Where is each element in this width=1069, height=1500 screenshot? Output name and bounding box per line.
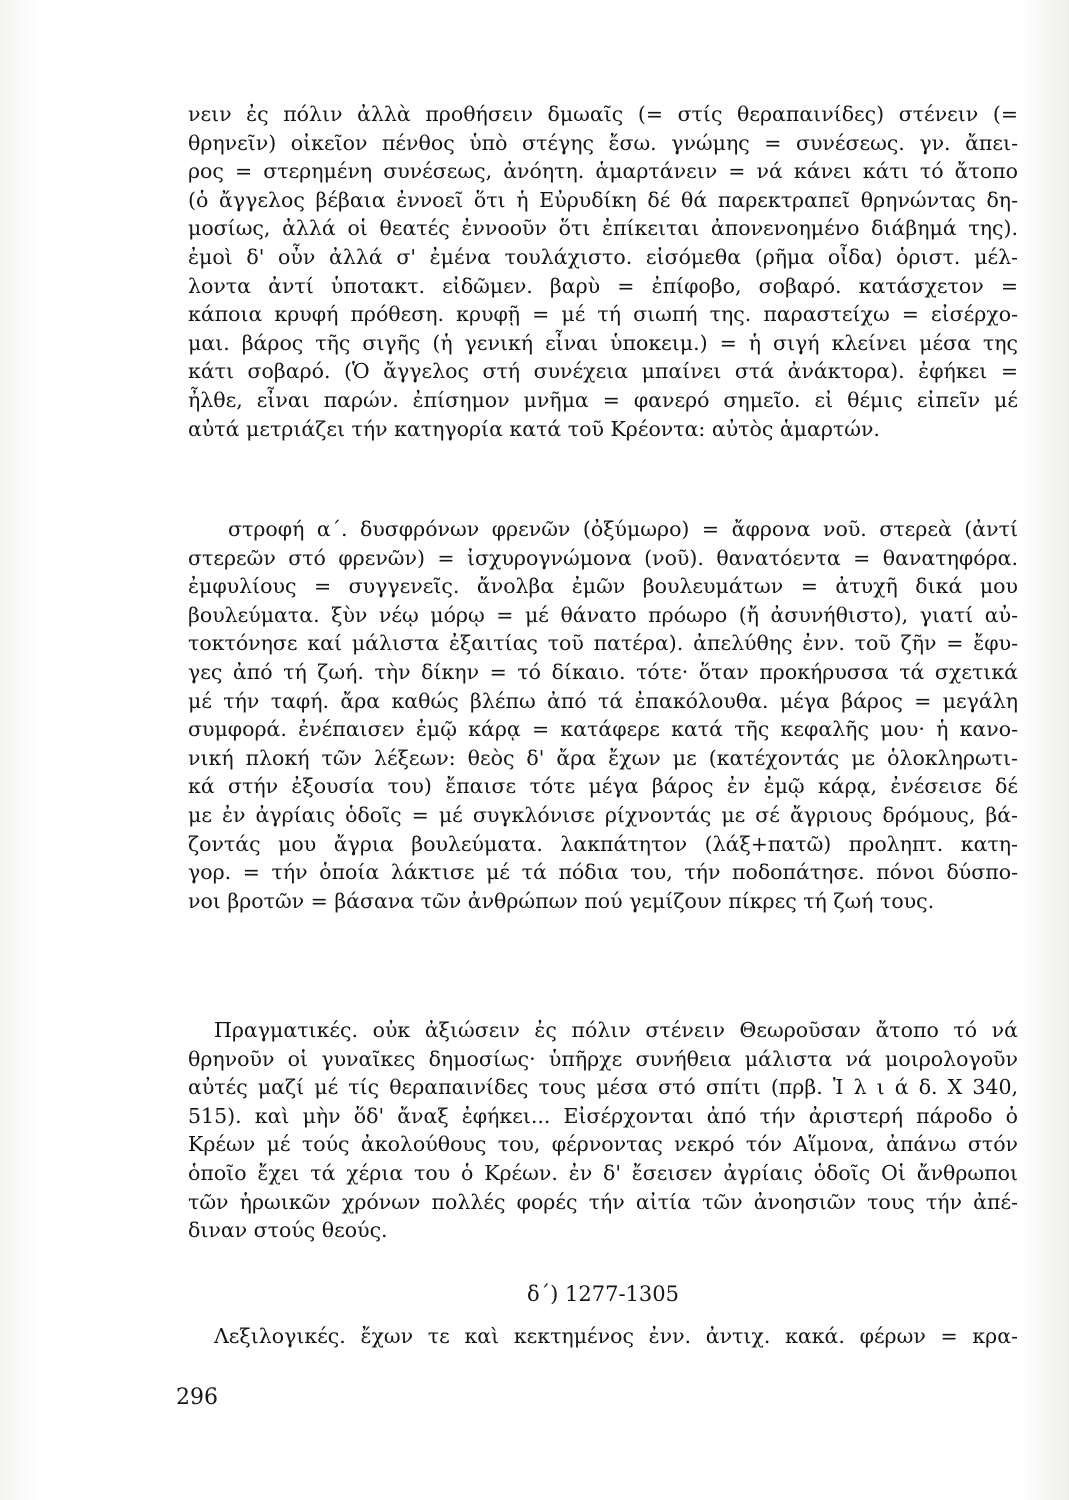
text-line: ἦλθε, εἶναι παρών. ἐπίσημον μνῆμα = φανερό σημεῖο. εἰ θέμις εἰπεῖν μέ: [188, 387, 1018, 412]
text-line: 515). καὶ μὴν ὅδ' ἄναξ ἐφήκει... Εἰσέρχονται ἀπό τήν ἀριστερή πάροδο ὁ: [188, 1103, 1018, 1128]
text-line: μαι. βάρος τῆς σιγῆς (ἡ γενική εἶναι ὑποκειμ.) = ἡ σιγή κλείνει μέσα της: [188, 330, 1018, 355]
text-line: διναν στούς θεούς.: [188, 1218, 388, 1243]
text-line: με ἐν ἀγρίαις ὁδοῖς = μέ συγκλόνισε ρίχνοντάς με σέ ἄγριους δρόμους, βά-: [188, 802, 1018, 827]
text-line: νική πλοκή τῶν λέξεων: θεὸς δ' ἄρα ἔχων με (κατέχοντάς με ὁλοκληρωτι-: [188, 745, 1018, 770]
text-line: τοκτόνησε καί μάλιστα ἐξαιτίας τοῦ πατέρα). ἀπελύθης ἐνν. τοῦ ζῆν = ἔφυ-: [188, 631, 1018, 656]
text-line: γες ἀπό τή ζωή. τὴν δίκην = τό δίκαιο. τότε· ὅταν προκήρυσσα τά σχετικά: [188, 659, 1018, 684]
text-line: αὐτές μαζί μέ τίς θεραπαινίδες τους μέσα στό σπίτι (πρβ. Ἰ λ ι ά δ. Χ 340,: [188, 1075, 1018, 1100]
text-line: ἐμφυλίους = συγγενεῖς. ἄνολβα ἐμῶν βουλευμάτων = ἀτυχῆ δικά μου: [188, 574, 1018, 599]
text-line: στροφή α΄. δυσφρόνων φρενῶν (ὀξύμωρο) = ἄφρονα νοῦ. στερεὰ (ἀντί: [228, 517, 1018, 541]
text-line: βουλεύματα. ξὺν νέῳ μόρῳ = μέ θάνατο πρόωρο (ἤ ἀσυνήθιστο), γιατί αὐ-: [188, 602, 1018, 627]
page-number: 296: [176, 1385, 218, 1410]
text-line: κάποια κρυφή πρόθεση. κρυφῇ = μέ τή σιωπή της. παραστείχω = εἰσέρχο-: [188, 302, 1018, 327]
text-line: ὁποῖο ἔχει τά χέρια του ὁ Κρέων. ἐν δ' ἔσεισεν ἀγρίαις ὁδοῖς Οἱ ἄνθρωποι: [188, 1160, 1018, 1185]
text-line: γορ. = τήν ὁποία λάκτισε μέ τά πόδια του, τήν ποδοπάτησε. πόνοι δύσπο-: [188, 860, 1018, 885]
text-line: νοι βροτῶν = βάσανα τῶν ἀνθρώπων πού γεμίζουν πίκρες τή ζωή τους.: [188, 888, 935, 913]
text-line: Πραγματικές. οὐκ ἀξιώσειν ἐς πόλιν στένειν Θεωροῦσαν ἄτοπο τό νά: [214, 1018, 1018, 1042]
text-line: (ὁ ἄγγελος βέβαια ἐννοεῖ ὅτι ἡ Εὐρυδίκη δέ θά παρεκτραπεῖ θρηνώντας δη-: [188, 187, 1018, 212]
text-line: λοντα ἀντί ὑποτακτ. εἰδῶμεν. βαρὺ = ἐπίφοβο, σοβαρό. κατάσχετον =: [188, 273, 1018, 298]
text-line: συμφορά. ἐνέπαισεν ἐμῷ κάρᾳ = κατάφερε κατά τῆς κεφαλῆς μου· ἡ κανο-: [188, 717, 1018, 742]
section-heading: δ΄) 1277-1305: [527, 1282, 679, 1306]
text-line: στερεῶν στό φρενῶν) = ἰσχυρογνώμονα (νοῦ). θανατόεντα = θανατηφόρα.: [188, 545, 1018, 570]
commentary-paragraph-1: [188, 100, 1018, 443]
text-line: ρος = στερημένη συνέσεως, ἀνόητη. ἁμαρτάνειν = νά κάνει κάτι τό ἄτοπο: [188, 159, 1018, 184]
text-line: μοσίως, ἀλλά οἱ θεατές ἐννοοῦν ὅτι ἐπίκειται ἀπονενοημένο διάβημά της).: [188, 216, 1018, 241]
commentary-paragraph-pragmatikes: [188, 1016, 1018, 1245]
text-line: τῶν ἡρωικῶν χρόνων πολλές φορές τήν αἰτία τῶν ἀνοησιῶν τους τήν ἀπέ-: [188, 1189, 1018, 1214]
text-line: Κρέων μέ τούς ἀκολούθους του, φέρνοντας νεκρό τόν Αἵμονα, ἀπάνω στόν: [188, 1132, 1018, 1157]
text-line: νειν ἐς πόλιν ἀλλὰ προθήσειν δμωαῖς (= στίς θεραπαινίδες) στένειν (=: [188, 102, 1018, 126]
text-line: θρηνοῦν οἱ γυναῖκες δημοσίως· ὑπῆρχε συνήθεια μάλιστα νά μοιρολογοῦν: [188, 1046, 1018, 1071]
text-line: Λεξιλογικές. ἔχων τε καὶ κεκτημένος ἐνν. ἀντιχ. κακά. φέρων = κρα-: [214, 1324, 1018, 1348]
text-line: ζοντάς μου ἄγρια βουλεύματα. λακπάτητον (λάξ+πατῶ) προληπτ. κατη-: [188, 831, 1018, 856]
text-line: κά στήν ἐξουσία του) ἔπαισε τότε μέγα βάρος ἐν ἐμῷ κάρᾳ, ἐνέσεισε δέ: [188, 774, 1018, 799]
text-line: αὐτά μετριάζει τήν κατηγορία κατά τοῦ Κρέοντα: αὐτὸς ἁμαρτών.: [188, 416, 880, 441]
text-line: ἐμοὶ δ' οὖν ἀλλά σ' ἐμένα τουλάχιστο. εἰσόμεθα (ρῆμα οἶδα) ὁριστ. μέλ-: [188, 244, 1018, 269]
text-line: κάτι σοβαρό. (Ὁ ἄγγελος στή συνέχεια μπαίνει στά ἀνάκτορα). ἐφήκει =: [188, 359, 1018, 384]
commentary-paragraph-strophe: [188, 515, 1018, 915]
text-line: μέ τήν ταφή. ἄρα καθώς βλέπω ἀπό τά ἐπακόλουθα. μέγα βάρος = μεγάλη: [188, 688, 1018, 713]
text-line: θρηνεῖν) οἰκεῖον πένθος ὑπὸ στέγης ἔσω. γνώμης = συνέσεως. γν. ἄπει-: [188, 130, 1018, 155]
commentary-paragraph-lexilogikes: [188, 1322, 1018, 1351]
